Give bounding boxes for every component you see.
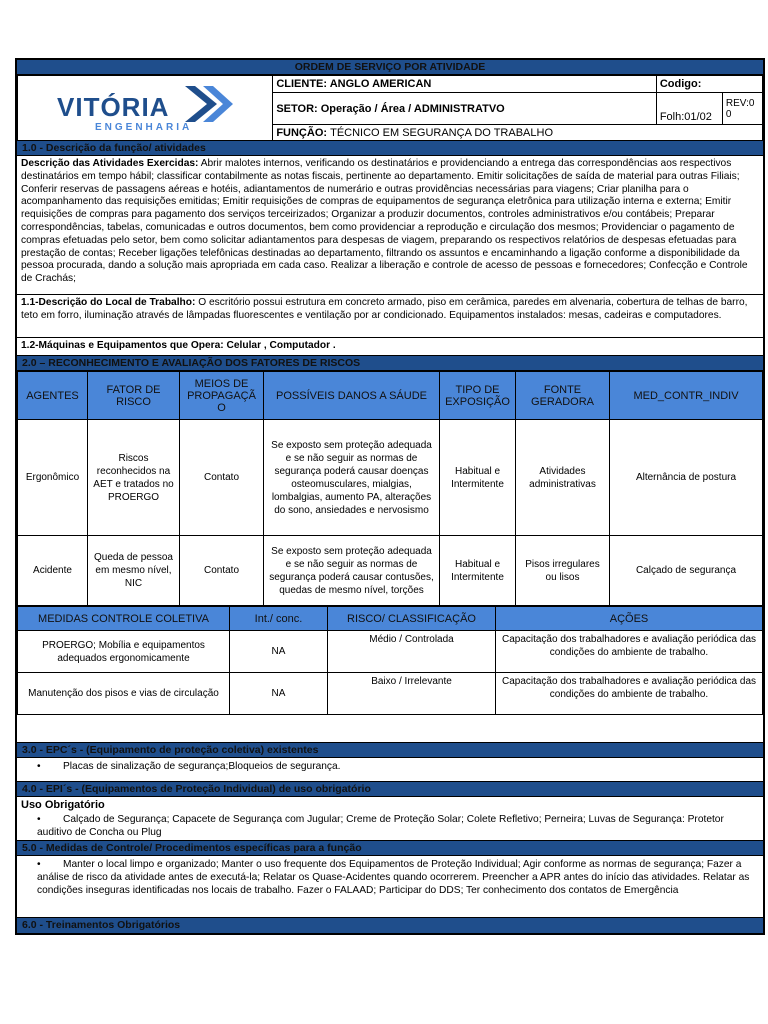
- funcao-cell: [273, 125, 763, 141]
- risk-table: [17, 371, 763, 606]
- activities-text: Abrir malotes internos, verificando os destinatários e providenciando a entrega das correspondências aos respectivos destinatários em tempo hábil; classificar contabilmente as notas fiscais, pertinente ao departamento. Emitir solicitações de saída de material para outras Filiais; Conferir reservas de passagens aéreas e hotéis, adiantamentos de numerário e outras providências necessárias para viagens; Criar planilha para o acompanhamento das requisições emitidas; Emitir requisições de compras de equipamentos de segurança eletrônica para utilização interna e externa; Emitir requisições de compras para pagamento dos serviços terceirizados; Organizar a produzir documentos, controles administrativos e/ou contábeis; Preparar correspondências, tabelas, comunicadas e outros documentos, bem como providenciar a reprodução e circulação dos mesmos; Providenciar o pagamento de compras efetuadas pelo setor, bem como solicitar adiantamentos para despesas de viagem, preparando os respectivos relatórios de despesas efetuadas para prestação de contas; Receber ligações telefônicas destinadas ao departamento, filtrando os assuntos e encaminhando a ligação conforme a disponibilidade da pessoa procurada, dando a solução mais apropriada em cada caso. Realizar a liberação e controle de acesso de pessoas e fornecedores; Confecção e Controle de Crachás;: [21, 158, 748, 285]
- risk-header-fonte: FONTE GERADORA: [516, 372, 610, 420]
- rev-cell: REV:0 0: [722, 93, 762, 125]
- cliente-cell: CLIENTE: ANGLO AMERICAN: [273, 76, 657, 93]
- section-6-title: 6.0 - Treinamentos Obrigatórios: [17, 918, 763, 933]
- ctrl-row: [18, 631, 763, 673]
- activities-description: [17, 156, 763, 295]
- setor-cell: SETOR: Operação / Área / ADMINISTRATVO: [273, 93, 657, 125]
- ctrl-header-medidas: MEDIDAS CONTROLE COLETIVA: [18, 607, 230, 631]
- section-4-title: 4.0 - EPI´s - (Equipamentos de Proteção Individual) de uso obrigatório: [17, 782, 763, 797]
- risk-cell: Acidente: [18, 536, 88, 606]
- risk-cell: Alternância de postura: [610, 420, 763, 536]
- epi-text: Calçado de Segurança; Capacete de Segurança com Jugular; Creme de Proteção Solar; Colete Refletivo; Perneira; Luvas de Segurança: Protetor auditivo de Concha ou Plug: [37, 814, 724, 838]
- procedures-item: [17, 856, 763, 918]
- procedures-text: Manter o local limpo e organizado; Manter o uso frequente dos Equipamentos de Proteção Individual; Agir conforme as normas de segurança; Fazer a análise de risco da atividade antes de executá-la; Relatar os Quase-Acidentes quando ocorrerem. Preencher a APR antes do início das atividades. Relatar as condições inseguras identificadas nos locais de trabalho. Fazer o FALAAD; Participar do DDS; Ter conhecimento dos contatos de Emergência: [37, 859, 750, 896]
- risk-header-tipo: TIPO DE EXPOSIÇÃO: [440, 372, 516, 420]
- risk-cell: Pisos irregulares ou lisos: [516, 536, 610, 606]
- ctrl-cell: PROERGO; Mobília e equipamentos adequados ergonomicamente: [18, 631, 230, 673]
- ctrl-header-risco: RISCO/ CLASSIFICAÇÃO: [328, 607, 496, 631]
- vitoria-logo-icon: [45, 78, 245, 138]
- risk-cell: Riscos reconhecidos na AET e tratados no PROERGO: [88, 420, 180, 536]
- epi-subtitle: Uso Obrigatório: [21, 799, 105, 811]
- section-3-title: 3.0 - EPC´s - (Equipamento de proteção coletiva) existentes: [17, 743, 763, 758]
- risk-cell: Contato: [180, 536, 264, 606]
- ctrl-row: [18, 673, 763, 715]
- funcao-value: TÉCNICO EM SEGURANÇA DO TRABALHO: [330, 126, 553, 139]
- risk-header-danos: POSSÍVEIS DANOS A SÁUDE: [264, 372, 440, 420]
- risk-cell: Se exposto sem proteção adequada e se não seguir as normas de segurança poderá causar doenças osteomusculares, mialgias, lombalgias, aumento PA, alterações do sono, ansiedades e nervosismo: [264, 420, 440, 536]
- epi-item: [17, 811, 763, 841]
- ctrl-cell: NA: [230, 673, 328, 715]
- spacer: [17, 715, 763, 743]
- bullet-icon: •: [37, 761, 41, 772]
- risk-cell: Contato: [180, 420, 264, 536]
- risk-cell: Habitual e Intermitente: [440, 536, 516, 606]
- risk-header-agentes: AGENTES: [18, 372, 88, 420]
- workplace-text: O escritório possui estrutura em concreto armado, piso em cerâmica, paredes em alvenaria, cobertura de telhas de barro, teto em forro, iluminação através de lâmpadas fluorescentes e ventilação por ar condicionado. Equipamentos instalados: mesas, cadeiras e computadores.: [21, 297, 748, 321]
- risk-cell: Queda de pessoa em mesmo nível, NIC: [88, 536, 180, 606]
- collective-control-table: [17, 606, 763, 715]
- risk-row: [18, 536, 763, 606]
- risk-header-fator: FATOR DE RISCO: [88, 372, 180, 420]
- section-5-title: 5.0 - Medidas de Controle/ Procedimentos específicas para a função: [17, 841, 763, 856]
- logo-name: VITÓRIA: [57, 92, 170, 122]
- funcao-label: FUNÇÃO:: [276, 126, 328, 139]
- folha-cell: Folh:01/02: [656, 93, 722, 125]
- epc-text: Placas de sinalização de segurança;Bloqueios de segurança.: [63, 761, 341, 772]
- risk-header-meios: MEIOS DE PROPAGAÇÃ O: [180, 372, 264, 420]
- document-title: ORDEM DE SERVIÇO POR ATIVIDADE: [17, 60, 763, 75]
- risk-row: [18, 420, 763, 536]
- service-order-document: [15, 58, 765, 935]
- ctrl-header-acoes: AÇÕES: [496, 607, 763, 631]
- ctrl-cell: Capacitação dos trabalhadores e avaliação periódica das condições do ambiente de trabalho.: [496, 631, 763, 673]
- risk-cell: Ergonômico: [18, 420, 88, 536]
- header-table: [17, 75, 763, 141]
- ctrl-header-int: Int./ conc.: [230, 607, 328, 631]
- ctrl-cell: Capacitação dos trabalhadores e avaliação periódica das condições do ambiente de trabalho.: [496, 673, 763, 715]
- ctrl-cell: Manutenção dos pisos e vias de circulação: [18, 673, 230, 715]
- bullet-icon: •: [37, 814, 41, 825]
- risk-cell: Calçado de segurança: [610, 536, 763, 606]
- epc-item: [17, 758, 763, 782]
- risk-header-med: MED_CONTR_INDIV: [610, 372, 763, 420]
- ctrl-cell: NA: [230, 631, 328, 673]
- activities-label: Descrição das Atividades Exercidas:: [21, 158, 199, 169]
- machines-line: 1.2-Máquinas e Equipamentos que Opera: Celular , Computador .: [17, 338, 763, 356]
- section-2-title: 2.0 – RECONHECIMENTO E AVALIAÇÃO DOS FATORES DE RISCOS: [17, 356, 763, 371]
- ctrl-cell: Médio / Controlada: [328, 631, 496, 673]
- workplace-description: [17, 295, 763, 338]
- workplace-label: 1.1-Descrição do Local de Trabalho:: [21, 297, 196, 308]
- logo-cell: [18, 76, 273, 141]
- ctrl-cell: Baixo / Irrelevante: [328, 673, 496, 715]
- risk-cell: Se exposto sem proteção adequada e se não seguir as normas de segurança poderá causar contusões, quedas de mesmo nível, torções: [264, 536, 440, 606]
- section-1-title: 1.0 - Descrição da função/ atividades: [17, 141, 763, 156]
- codigo-cell: Codigo:: [656, 76, 762, 93]
- logo-subtitle: ENGENHARIA: [95, 122, 193, 133]
- company-logo: [18, 78, 272, 138]
- risk-cell: Atividades administrativas: [516, 420, 610, 536]
- risk-cell: Habitual e Intermitente: [440, 420, 516, 536]
- bullet-icon: •: [37, 859, 41, 870]
